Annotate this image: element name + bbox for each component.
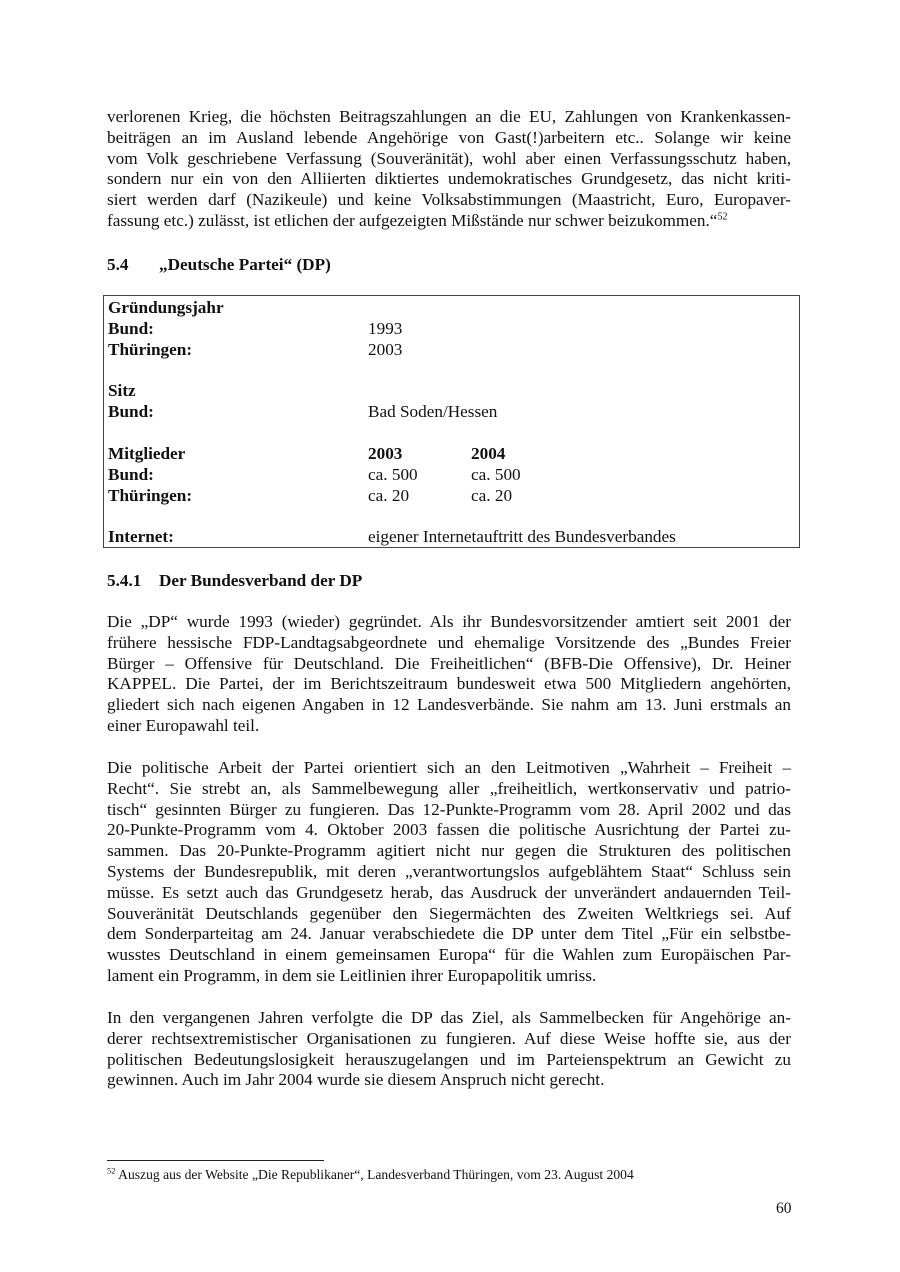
text-line: politischen Bedeutungslosigkeit herauszugelangen und im Parteienspektrum an Gewicht zu [107, 1049, 791, 1069]
text-line: Souveränität Deutschlands gegenüber den Siegermächten des Zweiten Weltkriegs sei. Auf [107, 903, 791, 923]
row-value: eigener Internetauftritt des Bundesverbandes [368, 527, 676, 546]
text-line: dem Sonderparteitag am 24. Januar verabschiedete die DP unter dem Titel „Für ein selbstbe- [107, 924, 791, 944]
subsection-number: 5.4.1 [107, 571, 142, 590]
footnote-text: Auszug aus der Website „Die Republikaner“, Landesverband Thüringen, vom 23. August 2004 [118, 1167, 634, 1182]
text-line-content: fassung etc.) zulässt, ist etlichen der aufgezeigten Mißstände nur schwer beizukommen.“ [107, 210, 718, 230]
text-line: Bürger – Offensive für Deutschland. Die Freiheitlichen“ (BFB-Die Offensive), Dr. Heiner [107, 653, 791, 673]
text-line: beiträgen an im Ausland lebende Angehörige von Gast(!)arbeitern etc.. Solange wir keine [107, 127, 791, 147]
text-line: tisch“ gesinnten Bürger zu fungieren. Das 12-Punkte-Programm vom 28. April 2002 und das [107, 799, 791, 819]
row-value: 2003 [368, 340, 403, 359]
text-line: lament ein Programm, in dem sie Leitlinien ihrer Europapolitik umriss. [107, 965, 597, 985]
row-value: ca. 20 [471, 486, 513, 505]
subsection-heading [107, 571, 791, 591]
founding-thueringen-row [108, 340, 788, 361]
text-line: KAPPEL. Die Partei, der im Berichtszeitraum bundesweit etwa 500 Mitgliedern angehörten, [107, 674, 791, 694]
text-line: wusstes Deutschland in einem gemeinsamen Europa“ für die Wahlen zum Europäischen Par- [107, 945, 791, 965]
year-header: 2004 [471, 444, 506, 463]
row-label: Bund: [108, 402, 154, 421]
body-paragraph-3 [107, 1008, 791, 1091]
footnote-divider [107, 1160, 324, 1161]
text-line: Systems der Bundesrepublik, mit deren „verantwortungslos aufgeblähtem Staat“ Schluss sein [107, 861, 791, 881]
internet-row [108, 527, 788, 548]
intro-paragraph [107, 107, 791, 232]
members-header-row [108, 444, 788, 465]
row-value: ca. 20 [368, 486, 410, 505]
text-line: frühere hessische FDP-Landtagsabgeordnete und ehemalige Vorsitzende des „Bundes Freier [107, 632, 791, 652]
row-label: Thüringen: [108, 340, 193, 359]
row-label: Internet: [108, 527, 174, 546]
text-line-last [107, 211, 791, 232]
row-value: 1993 [368, 319, 403, 338]
row-label: Bund: [108, 465, 154, 484]
founding-bund-row [108, 319, 788, 340]
row-value: Bad Soden/Hessen [368, 402, 498, 421]
text-line: sondern nur ein von den Alliierten diktiertes undemokratisches Grundgesetz, das nicht kriti- [107, 169, 791, 189]
text-line: 20-Punkte-Programm vom 4. Oktober 2003 fassen die politische Ausrichtung der Partei zu- [107, 820, 791, 840]
text-line: In den vergangenen Jahren verfolgte die DP das Ziel, als Sammelbecken für Angehörige an- [107, 1008, 791, 1027]
text-line: einer Europawahl teil. [107, 715, 260, 735]
text-line: derer rechtsextremistischer Organisationen zu fungieren. Auf diese Weise hoffte sie, aus der [107, 1028, 791, 1048]
text-line: gliedert sich nach eigenen Angaben in 12 Landesverbände. Sie nahm am 13. Juni erstmals an [107, 695, 791, 715]
text-line: müsse. Es setzt auch das Grundgesetz herab, das Ausdruck der unverändert andauernden Teil- [107, 882, 791, 902]
row-label: Bund: [108, 319, 154, 338]
text-line: Recht“. Sie strebt an, als Sammelbewegung aller „freiheitlich, wertkonservativ und patrio- [107, 778, 791, 798]
text-line: gewinnen. Auch im Jahr 2004 wurde sie diesem Anspruch nicht gerecht. [107, 1070, 605, 1090]
subsection-title: Der Bundesverband der DP [159, 571, 363, 590]
members-label: Mitglieder [108, 444, 186, 463]
party-info-box [103, 295, 800, 548]
page-number: 60 [776, 1200, 792, 1217]
body-paragraph-2 [107, 758, 791, 987]
text-line: Die „DP“ wurde 1993 (wieder) gegründet. Als ihr Bundesvorsitzender amtiert seit 2001 der [107, 612, 791, 631]
text-line: siert werden darf (Nazikeule) und keine Volksabstimmungen (Maastricht, Euro, Europaver- [107, 190, 791, 210]
section-heading [107, 255, 791, 275]
text-line: verlorenen Krieg, die höchsten Beitragszahlungen an die EU, Zahlungen von Krankenkassen- [107, 107, 791, 126]
row-value: ca. 500 [368, 465, 418, 484]
members-thueringen-row [108, 486, 788, 507]
row-value: ca. 500 [471, 465, 521, 484]
footnote [107, 1167, 634, 1183]
row-label: Thüringen: [108, 486, 193, 505]
founding-year-label: Gründungsjahr [108, 298, 224, 317]
text-line: Die politische Arbeit der Partei orientiert sich an den Leitmotiven „Wahrheit – Freiheit – [107, 758, 791, 777]
footnote-reference[interactable]: 52 [717, 211, 728, 223]
seat-label: Sitz [108, 381, 136, 400]
text-line: sammen. Das 20-Punkte-Programm agitiert nicht nur gegen die Strukturen des politischen [107, 841, 791, 861]
seat-bund-row [108, 402, 788, 423]
members-bund-row [108, 465, 788, 486]
text-line: vom Volk geschriebene Verfassung (Souveränität), wohl aber einen Verfassungsschutz haben, [107, 148, 791, 168]
section-title: „Deutsche Partei“ (DP) [159, 255, 331, 274]
section-number: 5.4 [107, 255, 129, 274]
footnote-number: 52 [107, 1165, 116, 1176]
year-header: 2003 [368, 444, 403, 463]
body-paragraph-1 [107, 612, 791, 737]
